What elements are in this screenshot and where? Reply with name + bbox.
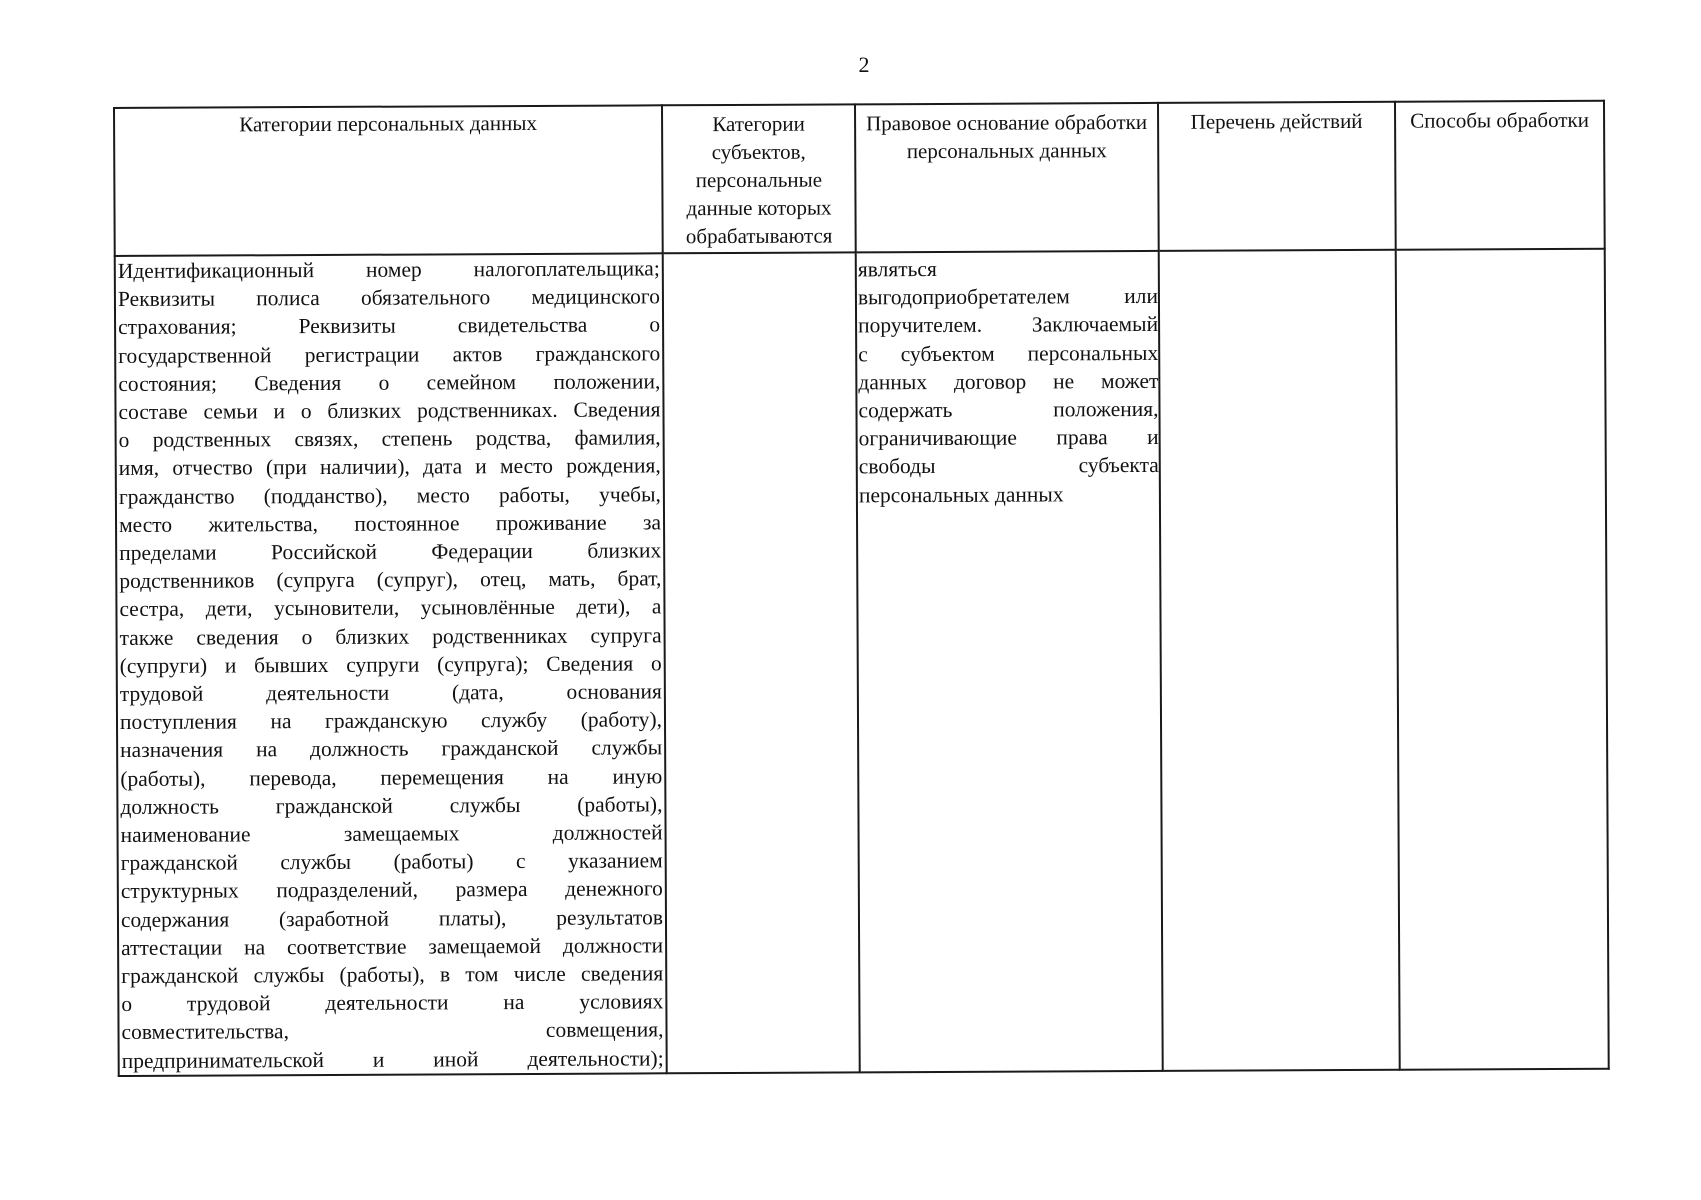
text-line: свободы субъекта	[858, 453, 1159, 479]
text-line: также сведения о близких родственниках супруга	[119, 622, 662, 650]
text-line: составе семьи и о близких родственниках. Сведения	[118, 397, 661, 424]
text-line: являться	[857, 256, 937, 282]
header-data-categories: Категории персональных данных	[114, 105, 663, 256]
text-line: содержать положения,	[858, 396, 1159, 423]
text-line: должность гражданской службы (работы),	[120, 792, 663, 819]
text-line: поступления на гражданскую службу (работу),	[119, 707, 663, 735]
header-actions-list: Перечень действий	[1158, 102, 1396, 251]
text-line: имя, отчество (при наличии), дата и место рождения,	[118, 453, 661, 481]
text-line: Реквизиты полиса обязательного медицинского	[117, 284, 660, 312]
header-processing-methods: Способы обработки	[1395, 101, 1605, 250]
text-line: назначения на должность гражданской службы	[120, 735, 663, 763]
text-line: совместительства, совмещения,	[121, 1017, 664, 1045]
header-legal-basis: Правовое основание обработки персональных данных	[855, 103, 1159, 252]
text-line: страхования; Реквизиты свидетельства о	[118, 312, 661, 340]
text-line: (супруги) и бывших супруги (супруга); Сведения о	[119, 651, 662, 678]
text-line: трудовой деятельности (дата, основания	[119, 679, 662, 707]
text-line: структурных подразделений, размера денежного	[120, 876, 663, 904]
text-line: место жительства, постоянное проживание за	[118, 510, 662, 537]
text-line: гражданской службы (работы) с указанием	[120, 848, 663, 876]
text-line: пределами Российской Федерации близких	[119, 538, 662, 566]
text-line: родственников (супруга (супруг), отец, мать, брат,	[119, 566, 662, 594]
text-line: аттестации на соответствие замещаемой должности	[121, 933, 664, 960]
text-line: о родственных связях, степень родства, фамилия,	[118, 425, 661, 453]
text-line: сестра, дети, усыновители, усыновлённые дети), а	[119, 594, 662, 622]
text-line: поручителем. Заключаемый	[858, 312, 1159, 338]
text-line: наименование замещаемых должностей	[120, 820, 663, 848]
cell-actions-list	[1159, 250, 1400, 1071]
text-line: о трудовой деятельности на условиях	[121, 989, 664, 1017]
text-line: государственной регистрации актов гражданского	[118, 340, 661, 368]
text-line: выгодоприобретателем или	[857, 284, 1158, 310]
text-line: гражданской службы (работы), в том числе сведения	[121, 961, 664, 989]
text-line: предпринимательской и иной деятельности);	[121, 1046, 664, 1073]
text-line: персональных данных	[858, 481, 1064, 507]
header-subject-categories: Категории субъектов, персональные данные которых обрабатываются	[662, 104, 856, 253]
table-header-row	[114, 101, 1605, 256]
cell-legal-basis	[856, 251, 1163, 1072]
text-line: состояния; Сведения о семейном положении,	[118, 369, 661, 396]
text-line: (работы), перевода, перемещения на иную	[120, 763, 663, 791]
text-line: гражданство (подданство), место работы, учебы,	[118, 481, 661, 509]
table-row	[115, 249, 1609, 1076]
text-line: содержания (заработной платы), результатов	[120, 904, 664, 932]
text-line: с субъектом персональных	[858, 340, 1159, 366]
cell-data-categories	[115, 253, 667, 1076]
text-line: ограничивающие права и	[858, 425, 1159, 451]
text-line: данных договор не может	[858, 368, 1159, 395]
personal-data-table	[113, 100, 1610, 1077]
text-line: Идентификационный номер налогоплательщика;	[117, 256, 660, 283]
page-number: 2	[858, 52, 870, 77]
cell-subject-categories	[663, 252, 860, 1073]
cell-processing-methods	[1396, 249, 1609, 1070]
